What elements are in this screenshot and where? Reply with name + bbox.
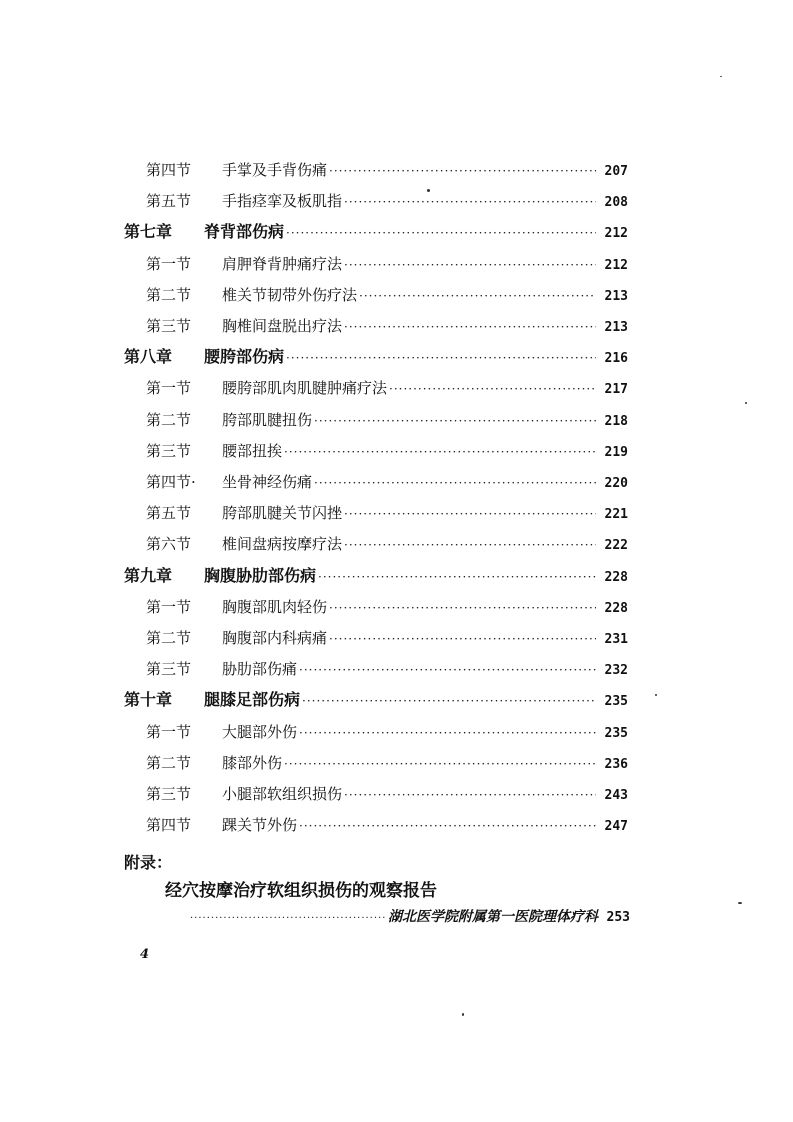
dot-leader — [286, 223, 596, 243]
toc-chapter-entry — [124, 690, 628, 712]
entry-page-number: 235 — [604, 694, 628, 710]
dot-leader — [344, 317, 596, 337]
entry-title: 胸腹胁肋部伤病 — [204, 565, 317, 585]
entry-title: 椎关节韧带外伤疗法 — [222, 285, 358, 304]
entry-page-number: 220 — [604, 476, 628, 491]
dot-leader — [299, 816, 596, 836]
entry-label: 第二节 — [146, 629, 192, 647]
entry-page-number: 217 — [604, 382, 628, 398]
dot-leader — [314, 411, 596, 431]
entry-page-number: 212 — [604, 257, 628, 273]
entry-title: 膝部外伤 — [222, 753, 283, 772]
entry-title: 胸腹部肌肉轻伤 — [222, 597, 328, 616]
dot-leader — [302, 691, 596, 711]
entry-label: 第八章 — [124, 347, 173, 367]
dot-leader — [389, 379, 596, 399]
appendix-page-number: 253 — [606, 910, 630, 925]
entry-title: 胸椎间盘脱出疗法 — [222, 317, 343, 335]
toc-chapter-entry — [124, 347, 628, 369]
entry-page-number: 222 — [604, 538, 628, 554]
toc-section-entry — [146, 285, 628, 307]
dot-leader — [286, 348, 596, 368]
entry-label: 第三节 — [146, 317, 192, 335]
scan-speck — [462, 1013, 464, 1016]
dot-leader — [344, 255, 596, 275]
entry-title: 脊背部伤病 — [204, 222, 285, 242]
entry-page-number: 207 — [604, 164, 628, 179]
entry-page-number: 208 — [604, 195, 628, 211]
entry-label: 第二节 — [146, 285, 192, 304]
dot-leader — [318, 567, 596, 587]
entry-page-number: 247 — [604, 819, 628, 835]
entry-title: 坐骨神经伤痛 — [222, 473, 313, 491]
entry-label: 第一节 — [146, 254, 192, 273]
entry-label: 第三节 — [146, 441, 192, 460]
dot-leader — [299, 660, 596, 680]
entry-title: 手指痉挛及板肌指 — [222, 192, 343, 211]
entry-label: 第四节 — [146, 816, 192, 835]
scan-speck — [738, 902, 742, 904]
entry-label: 第三节 — [146, 660, 192, 679]
entry-label: 第四节 — [146, 161, 192, 179]
scan-speck — [427, 189, 430, 192]
dot-leader — [344, 535, 596, 555]
toc-chapter-entry — [124, 566, 628, 588]
entry-title: 小腿部软组织损伤 — [222, 785, 343, 803]
entry-title: 腰胯部伤病 — [204, 347, 285, 367]
toc-section-entry — [146, 753, 628, 775]
entry-title: 椎间盘病按摩疗法 — [222, 535, 343, 554]
entry-title: 胯部肌腱扭伤 — [222, 410, 313, 429]
toc-section-entry — [146, 534, 628, 556]
scan-speck — [720, 76, 722, 77]
appendix-title: 经穴按摩治疗软组织损伤的观察报告 — [165, 881, 437, 901]
toc-section-entry — [146, 316, 628, 338]
toc-section-entry — [146, 441, 628, 463]
entry-page-number: 213 — [604, 320, 628, 335]
entry-page-number: 221 — [604, 507, 628, 523]
toc-section-entry — [146, 160, 628, 182]
folio-number: 4 — [140, 947, 150, 962]
entry-page-number: 228 — [604, 569, 628, 585]
toc-section-entry — [146, 722, 628, 744]
toc-section-entry — [146, 597, 628, 619]
entry-title: 胯部肌腱关节闪挫 — [222, 504, 343, 523]
entry-title: 踝关节外伤 — [222, 816, 298, 835]
toc-section-entry — [146, 659, 628, 681]
toc-section-entry — [146, 472, 628, 494]
entry-label: 第五节 — [146, 504, 192, 523]
scan-speck — [655, 694, 657, 696]
entry-label: 第二节 — [146, 753, 192, 772]
entry-title: 大腿部外伤 — [222, 722, 298, 741]
entry-page-number: 218 — [604, 413, 628, 429]
entry-title: 腰部扭挨 — [222, 441, 283, 460]
entry-page-number: 232 — [604, 663, 628, 679]
toc-section-entry — [146, 254, 628, 276]
appendix-entry — [190, 906, 630, 926]
entry-title: 手掌及手背伤痛 — [222, 161, 328, 179]
entry-page-number: 243 — [604, 788, 628, 803]
entry-label: 第七章 — [124, 222, 173, 242]
dot-leader — [284, 442, 596, 462]
dot-leader — [329, 629, 596, 649]
entry-label: 第六节 — [146, 535, 192, 554]
dot-leader — [329, 161, 596, 181]
appendix-author: 湖北医学院附属第一医院理体疗科 — [388, 909, 598, 925]
toc-section-entry — [146, 410, 628, 432]
entry-label: 第一节 — [146, 597, 192, 616]
toc-section-entry — [146, 815, 628, 837]
dot-leader — [344, 192, 596, 212]
toc-section-entry — [146, 378, 628, 400]
dot-leader — [299, 723, 596, 743]
entry-label: 第九章 — [124, 565, 173, 585]
entry-label: 第一节 — [146, 379, 192, 398]
entry-title: 胁肋部伤痛 — [222, 660, 298, 679]
dot-leader — [344, 785, 596, 805]
entry-page-number: 236 — [604, 756, 628, 772]
entry-title: 腿膝足部伤病 — [204, 690, 301, 710]
toc-chapter-entry — [124, 222, 628, 244]
entry-page-number: 235 — [604, 725, 628, 741]
entry-page-number: 213 — [604, 288, 628, 304]
entry-page-number: 216 — [604, 351, 628, 367]
scan-speck — [745, 402, 747, 404]
entry-label: 第四节· — [146, 473, 196, 491]
dot-leader — [284, 754, 596, 774]
toc-section-entry — [146, 628, 628, 650]
dot-leader — [314, 473, 596, 493]
entry-label: 第五节 — [146, 192, 192, 211]
entry-label: 第三节 — [146, 785, 192, 803]
entry-page-number: 219 — [604, 444, 628, 460]
dot-leader — [190, 913, 386, 924]
entry-label: 第二节 — [146, 410, 192, 429]
dot-leader — [359, 286, 596, 306]
toc-section-entry — [146, 191, 628, 213]
entry-title: 肩胛脊背肿痛疗法 — [222, 254, 343, 273]
toc-section-entry — [146, 784, 628, 806]
entry-label: 第一节 — [146, 722, 192, 741]
dot-leader — [344, 504, 596, 524]
toc-section-entry — [146, 503, 628, 525]
entry-label: 第十章 — [124, 690, 173, 710]
dot-leader — [329, 598, 596, 618]
appendix-label: 附录： — [124, 853, 173, 872]
entry-title: 胸腹部内科病痛 — [222, 629, 328, 647]
entry-page-number: 231 — [604, 632, 628, 647]
entry-page-number: 212 — [604, 226, 628, 242]
entry-title: 腰胯部肌肉肌腱肿痛疗法 — [222, 379, 388, 398]
entry-page-number: 228 — [604, 600, 628, 616]
